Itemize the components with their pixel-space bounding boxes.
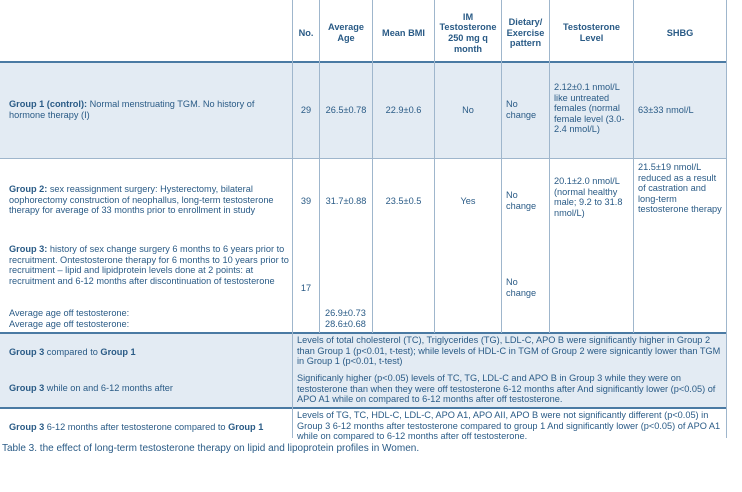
header-age: Average Age	[328, 22, 364, 43]
group1-im: No	[462, 105, 474, 115]
group1-diet: No change	[506, 99, 537, 120]
header-shbg: SHBG	[666, 27, 694, 38]
comp3-text: Levels of TG, TC, HDL-C, LDL-C, APO A1, APO AII, APO B were not significantly different (p<0.05) in Group 3 6-12 months after testosterone compared to group 1 And significantly lower (p<0.05) of APO A1 while on compared to 6-12 months after off testosterone.	[297, 410, 721, 442]
group2-description	[9, 184, 289, 216]
group3-label: Group 3:	[9, 244, 48, 254]
group3-age-on-label: Average age off testosterone:	[9, 319, 130, 329]
comp2-label: Group 3 while on and 6-12 months after	[9, 383, 173, 393]
group1-shbg: 63±33 nmol/L	[638, 105, 694, 115]
header-im: IM Testosterone 250 mg q month	[439, 11, 497, 54]
group3-age-off: 26.9±0.73	[325, 308, 366, 318]
group3-desc: history of sex change surgery 6 months to 6 years prior to recruitment. Ontestosterone therapy for 6 months to 10 years prior to recruitment – lipid and lipidprotein levels done at 2 points: at recruitment and 6-12 months after discontinuation of testosterone	[9, 244, 289, 286]
group1-description	[9, 99, 287, 120]
group2-shbg: 21.5±19 nmol/L reduced as a result of castration and long-term testosterone therapy	[638, 162, 722, 215]
table-caption: Table 3. the effect of long-term testosterone therapy on lipid and lipoprotein profiles in Women.	[2, 443, 420, 454]
group2-label: Group 2:	[9, 184, 48, 194]
group2-no: 39	[300, 196, 312, 206]
group1-no: 29	[300, 105, 312, 115]
group2-testosterone: 20.1±2.0 nmol/L (normal healthy male; 9.2 to 31.8 nmol/L)	[554, 176, 623, 218]
group1-age: 26.5±0.78	[325, 105, 367, 115]
group3-age-off-label: Average age off testosterone:	[9, 308, 130, 318]
header-testosterone: Testosterone Level	[562, 22, 620, 43]
group3-description	[9, 244, 291, 286]
group3-diet: No change	[506, 277, 537, 298]
header-no: No.	[298, 27, 314, 38]
group3-age-on: 28.6±0.68	[325, 319, 366, 329]
group2-diet: No change	[506, 190, 537, 211]
group3-no: 17	[300, 283, 312, 293]
group1-label: Group 1 (control):	[9, 99, 88, 109]
group1-testosterone: 2.12±0.1 nmol/L like untreated females (normal female level (3.0-2.4 nmol/L)	[554, 82, 625, 135]
comp1-text: Levels of total cholesterol (TC), Triglycerides (TG), LDL-C, APO B were significantly higher in Group 2 than Group 1 (p<0.01, t-test); while levels of HDL-C in TGM of Group 2 were signicantly lower than TGM in Group 1 (p<0.01, t-test)	[297, 335, 721, 367]
header-diet: Dietary/ Exercise pattern	[506, 17, 545, 49]
group2-age: 31.7±0.88	[325, 196, 367, 206]
group2-bmi: 23.5±0.5	[385, 196, 422, 206]
group1-desc: Normal menstruating TGM. No history of hormone therapy (I)	[9, 99, 255, 120]
group1-bmi: 22.9±0.6	[385, 105, 422, 115]
comp3-label: Group 3 6-12 months after testosterone compared to Group 1	[9, 422, 264, 432]
group2-im: Yes	[460, 196, 476, 206]
comp2-text: Significanly higher (p<0.05) levels of TC, TG, LDL-C and APO B in Group 3 while they were on testosterone than when they were off testosterone 6-12 months after And significantly lower (p<0.05) of APO A1 while on compared to 6-12 months after off testosterone.	[297, 373, 716, 405]
comp1-label: Group 3 compared to Group 1	[9, 347, 136, 357]
group2-desc: sex reassignment surgery: Hysterectomy, bilateral oophorectomy construction of neophallus, long-term testosterone therapy for average of 33 months prior to enrollment in study	[9, 184, 274, 216]
header-bmi: Mean BMI	[382, 27, 425, 38]
